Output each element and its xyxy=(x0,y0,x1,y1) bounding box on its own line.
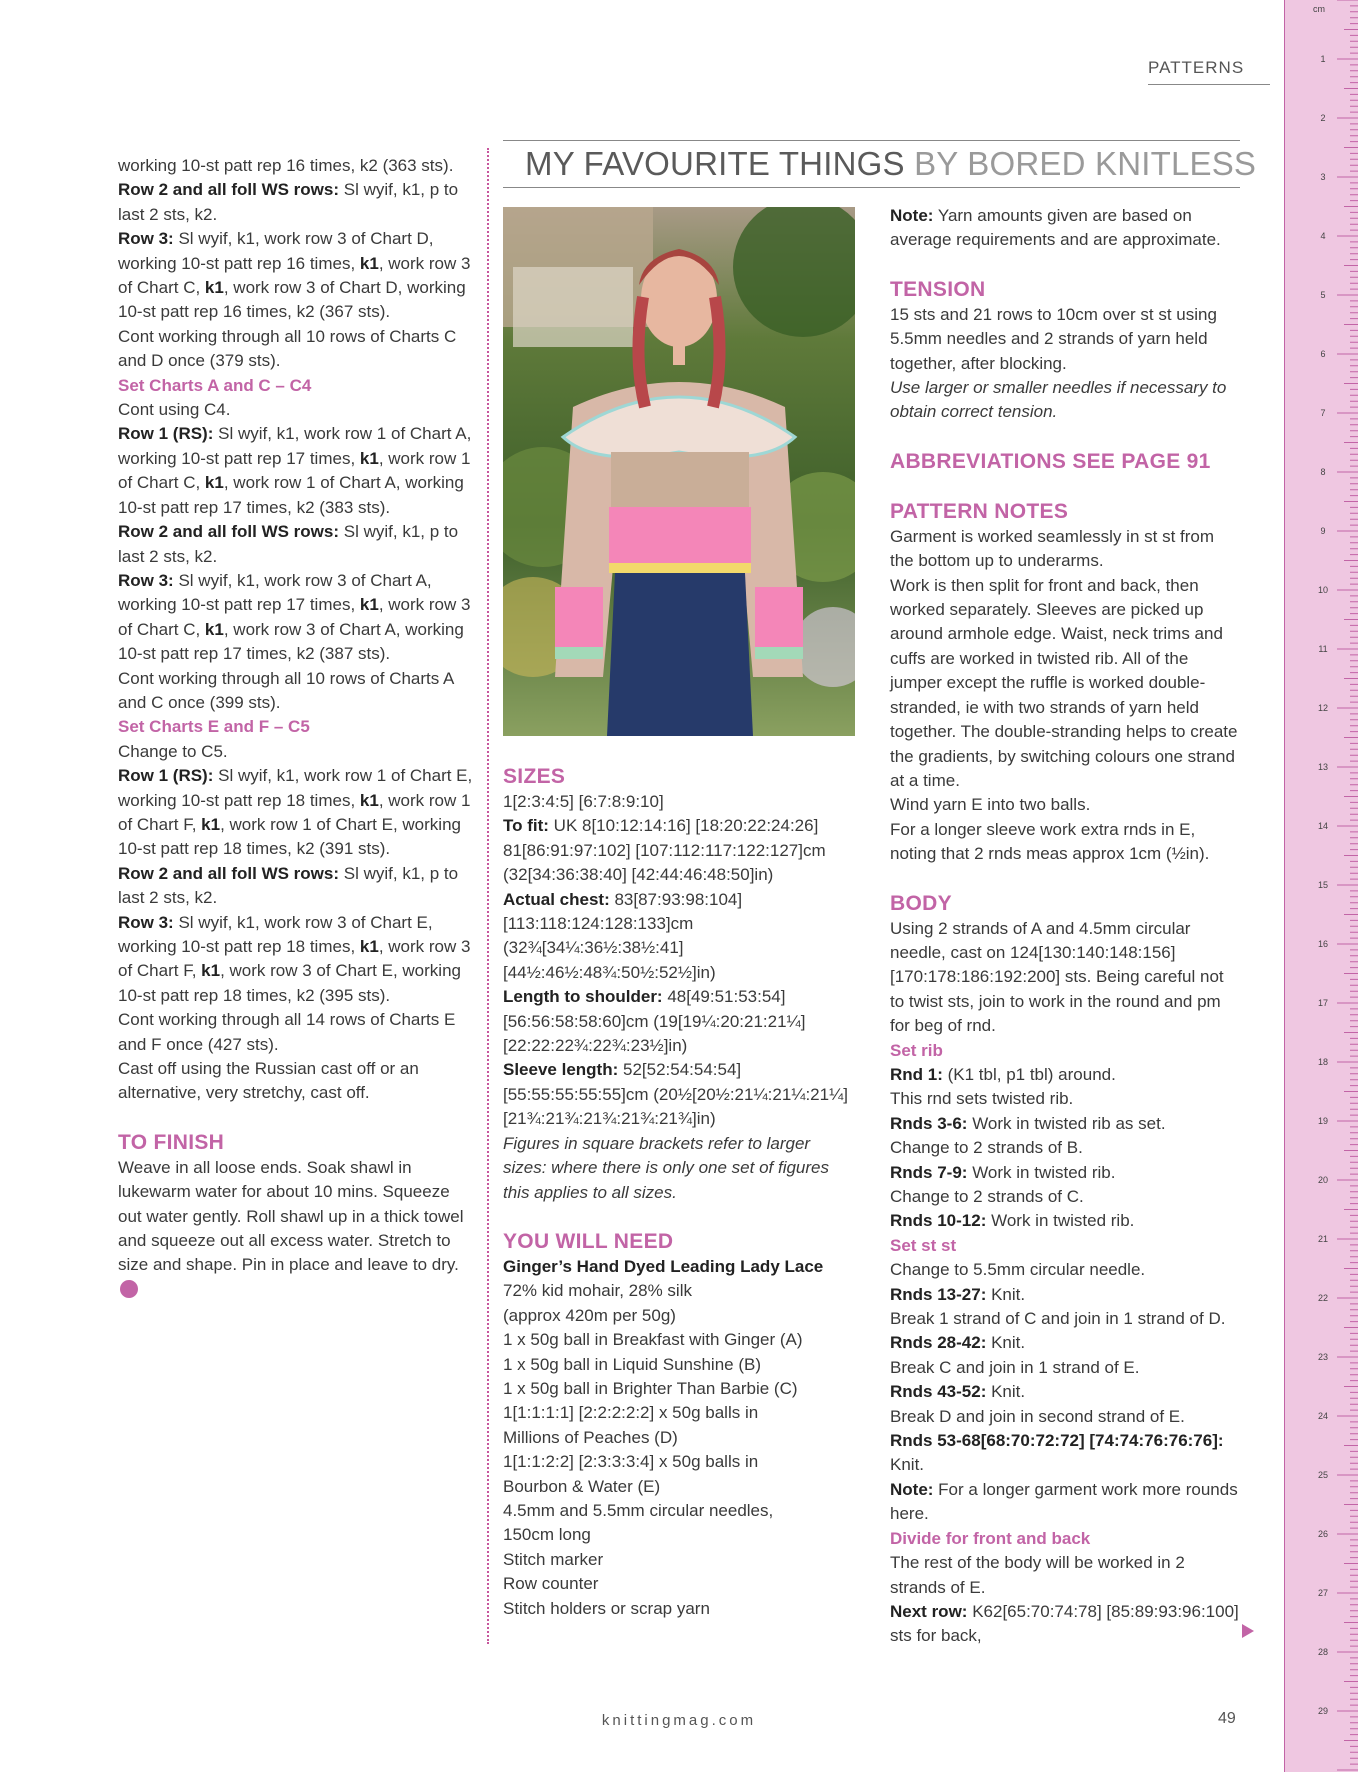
list-item: 1 x 50g ball in Liquid Sunshine (B) xyxy=(503,1354,761,1374)
paragraph: Work is then split for front and back, then worked separately. Sleeves are picked up around armhole edge. Waist, neck trims and cuffs are worked in twisted rib. All of the jumper except the ruffle is worked double-stranded, ie with two strands of yarn held together. The double-stranding helps to create the gradients, by switching colours one strand at a time. xyxy=(890,575,1238,790)
paragraph: Garment is worked seamlessly in st st from the bottom up to underarms. xyxy=(890,526,1215,571)
list-item: 1 x 50g ball in Breakfast with Ginger (A) xyxy=(503,1330,803,1350)
paragraph: Row 2 and all foll WS rows: Sl wyif, k1, p to last 2 sts, k2. xyxy=(118,180,459,224)
paragraph: Rnds 28-42: Knit. xyxy=(890,1333,1026,1353)
paragraph: Actual chest: 83[87:93:98:104] [113:118:124:128:133]cm (32¾[34¼:36½:38½:41] [44½:46½:48¾:50½:52½]in) xyxy=(503,889,743,982)
ruler-label: 1 xyxy=(1320,54,1326,64)
ruler-label: 4 xyxy=(1320,231,1326,241)
paragraph: Use larger or smaller needles if necessary to obtain correct tension. xyxy=(890,378,1227,422)
paragraph: Rnds 3-6: Work in twisted rib as set. xyxy=(890,1113,1166,1133)
list-item: Row counter xyxy=(503,1574,599,1594)
list-item: Stitch marker xyxy=(503,1549,604,1569)
list-item: 150cm long xyxy=(503,1525,591,1545)
ruler-unit: cm xyxy=(1313,4,1325,14)
paragraph: Sleeve length: 52[52:54:54:54] [55:55:55:55:55]cm (20½[20½:21¼:21¼:21¼] [21¾:21¾:21¾:21¾:21¾]in) xyxy=(503,1060,848,1129)
subheading: Set st st xyxy=(890,1235,957,1255)
ruler-label: 28 xyxy=(1317,1647,1329,1657)
paragraph: Cont using C4. xyxy=(118,400,231,420)
heading-tension: TENSION xyxy=(890,277,986,301)
ruler-label: 22 xyxy=(1317,1293,1329,1303)
paragraph: Note: For a longer garment work more rounds here. xyxy=(890,1479,1238,1524)
column-1 xyxy=(118,154,474,1302)
paragraph: To fit: UK 8[10:12:14:16] [18:20:22:24:26] 81[86:91:97:102] [107:112:117:122:127]cm (32[34:36:38:40] [42:44:46:48:50]in) xyxy=(503,816,826,885)
ruler-label: 6 xyxy=(1320,349,1326,359)
ruler-label: 10 xyxy=(1317,585,1329,595)
ruler-label: 7 xyxy=(1320,408,1326,418)
heading-body: BODY xyxy=(890,891,952,915)
paragraph: Row 3: Sl wyif, k1, work row 3 of Chart E, working 10-st patt rep 18 times, k1, work row 3 of Chart F, k1, work row 3 of Chart E, working 10-st patt rep 18 times, k2 (395 sts). xyxy=(118,912,471,1005)
heading-abbreviations: ABBREVIATIONS SEE PAGE 91 xyxy=(890,449,1211,473)
column-2 xyxy=(503,764,855,1621)
paragraph: Row 3: Sl wyif, k1, work row 3 of Chart A, working 10-st patt rep 17 times, k1, work row 3 of Chart C, k1, work row 3 of Chart A, working 10-st patt rep 17 times, k2 (387 sts). xyxy=(118,570,471,664)
ruler-label: 23 xyxy=(1317,1352,1329,1362)
ruler-label: 12 xyxy=(1317,703,1329,713)
paragraph: For a longer sleeve work extra rnds in E, noting that 2 rnds meas approx 1cm (½in). xyxy=(890,819,1210,864)
list-item: 1[1:1:2:2] [2:3:3:3:4] x 50g balls in xyxy=(503,1452,759,1472)
paragraph: The rest of the body will be worked in 2 strands of E. xyxy=(890,1553,1185,1597)
ruler-label: 24 xyxy=(1317,1411,1329,1421)
ruler-label: 16 xyxy=(1317,939,1329,949)
ruler-label: 5 xyxy=(1320,290,1326,300)
ruler-label: 20 xyxy=(1317,1175,1329,1185)
ruler-label: 8 xyxy=(1320,467,1326,477)
ruler-label: 19 xyxy=(1317,1116,1329,1126)
paragraph: Change to 5.5mm circular needle. xyxy=(890,1260,1146,1280)
ruler-scale xyxy=(1285,0,1358,1772)
paragraph: Cont working through all 10 rows of Charts A and C once (399 sts). xyxy=(118,668,454,712)
paragraph: Using 2 strands of A and 4.5mm circular needle, cast on 124[130:140:148:156] [170:178:186:192:200] sts. Being careful not to twist sts, join to work in the round and pm for beg of rnd. xyxy=(890,918,1224,1036)
list-item: 4.5mm and 5.5mm circular needles, xyxy=(503,1500,774,1520)
ruler-label: 15 xyxy=(1317,880,1329,890)
ruler-label: 21 xyxy=(1317,1234,1329,1244)
ruler-label: 11 xyxy=(1318,644,1328,654)
list-item: 1[1:1:1:1] [2:2:2:2:2] x 50g balls in xyxy=(503,1403,759,1423)
ruler-label: 29 xyxy=(1317,1706,1329,1716)
list-item: Stitch holders or scrap yarn xyxy=(503,1598,710,1618)
list-item: 72% kid mohair, 28% silk xyxy=(503,1281,692,1301)
list-item: Millions of Peaches (D) xyxy=(503,1427,678,1447)
continue-arrow-icon xyxy=(1242,1624,1254,1638)
section-tag: PATTERNS xyxy=(1148,58,1270,85)
paragraph: Length to shoulder: 48[49:51:53:54] [56:56:58:58:60]cm (19[19¼:20:21:21¼] [22:22:22¾:22¾:23½]in) xyxy=(503,987,806,1056)
subheading: Set rib xyxy=(890,1040,943,1060)
footer-site: knittingmag.com xyxy=(601,1712,757,1729)
ruler-label: 25 xyxy=(1317,1470,1329,1480)
ruler-label: 9 xyxy=(1320,526,1326,536)
paragraph: Rnds 53-68[68:70:72:72] [74:74:76:76:76]: Knit. xyxy=(890,1431,1224,1475)
paragraph: Cont working through all 14 rows of Charts E and F once (427 sts). xyxy=(118,1010,456,1054)
paragraph: Row 2 and all foll WS rows: Sl wyif, k1, p to last 2 sts, k2. xyxy=(118,863,459,908)
paragraph: Row 1 (RS): Sl wyif, k1, work row 1 of Chart E, working 10-st patt rep 18 times, k1, work row 1 of Chart F, k1, work row 1 of Chart E, working 10-st patt rep 18 times, k2 (391 sts). xyxy=(118,766,473,859)
paragraph: Row 1 (RS): Sl wyif, k1, work row 1 of Chart A, working 10-st patt rep 17 times, k1, work row 1 of Chart C, k1, work row 1 of Chart A, working 10-st patt rep 17 times, k2 (383 sts). xyxy=(118,424,472,517)
title-name: MY FAVOURITE THINGS xyxy=(525,145,905,182)
ruler xyxy=(1284,0,1358,1772)
pattern-title xyxy=(503,140,1257,188)
paragraph: Rnds 13-27: Knit. xyxy=(890,1284,1026,1304)
paragraph: Rnds 7-9: Work in twisted rib. xyxy=(890,1162,1116,1182)
paragraph: Rnds 10-12: Work in twisted rib. xyxy=(890,1211,1135,1231)
ruler-label: 27 xyxy=(1317,1588,1329,1598)
paragraph: Rnd 1: (K1 tbl, p1 tbl) around. xyxy=(890,1064,1116,1084)
paragraph: Wind yarn E into two balls. xyxy=(890,795,1091,815)
paragraph: Next row: K62[65:70:74:78] [85:89:93:96:100] sts for back, xyxy=(890,1601,1239,1646)
column-divider xyxy=(487,148,489,1644)
heading-to-finish: TO FINISH xyxy=(118,1130,225,1154)
paragraph: Cast off using the Russian cast off or an alternative, very stretchy, cast off. xyxy=(118,1059,419,1103)
paragraph: Change to 2 strands of B. xyxy=(890,1138,1083,1158)
page-number: 49 xyxy=(1218,1710,1236,1727)
paragraph: working 10-st patt rep 16 times, k2 (363 sts). xyxy=(118,156,454,175)
paragraph: Figures in square brackets refer to larger sizes: where there is only one set of figures this applies to all sizes. xyxy=(503,1133,829,1202)
heading-you-will-need: YOU WILL NEED xyxy=(503,1229,674,1253)
ruler-label: 14 xyxy=(1317,821,1329,831)
ruler-label: 17 xyxy=(1317,998,1329,1008)
subheading: Divide for front and back xyxy=(890,1528,1091,1548)
paragraph: Rnds 43-52: Knit. xyxy=(890,1382,1026,1402)
paragraph: Break D and join in second strand of E. xyxy=(890,1406,1185,1426)
paragraph: Change to C5. xyxy=(118,741,228,761)
yarn-ball-end-icon xyxy=(120,1280,138,1298)
paragraph: Weave in all loose ends. Soak shawl in lukewarm water for about 10 mins. Squeeze out water gently. Roll shawl up in a thick towel and squeeze out all excess water. Stretch to size and shape. Pin in place and leave to dry. xyxy=(118,1156,474,1302)
paragraph: 1[2:3:4:5] [6:7:8:9:10] xyxy=(503,792,664,811)
subheading: Set Charts A and C – C4 xyxy=(118,375,312,395)
paragraph: Break C and join in 1 strand of E. xyxy=(890,1357,1140,1377)
yarn-name: Ginger’s Hand Dyed Leading Lady Lace xyxy=(503,1256,824,1276)
ruler-label: 26 xyxy=(1317,1529,1329,1539)
paragraph: Cont working through all 10 rows of Charts C and D once (379 sts). xyxy=(118,326,457,371)
subheading: Set Charts E and F – C5 xyxy=(118,717,310,737)
paragraph: 15 sts and 21 rows to 10cm over st st using 5.5mm needles and 2 strands of yarn held together, after blocking. xyxy=(890,304,1217,373)
ruler-ticks xyxy=(1337,0,1358,1770)
paragraph: Break 1 strand of C and join in 1 strand of D. xyxy=(890,1309,1226,1329)
paragraph: Row 2 and all foll WS rows: Sl wyif, k1, p to last 2 sts, k2. xyxy=(118,522,459,566)
column-3 xyxy=(890,204,1242,1649)
paragraph: Row 3: Sl wyif, k1, work row 3 of Chart D, working 10-st patt rep 16 times, k1, work row 3 of Chart C, k1, work row 3 of Chart D, working 10-st patt rep 16 times, k2 (367 sts). xyxy=(118,229,471,322)
heading-pattern-notes: PATTERN NOTES xyxy=(890,499,1069,523)
photo-illustration xyxy=(503,207,855,736)
ruler-label: 3 xyxy=(1320,172,1326,182)
paragraph: Change to 2 strands of C. xyxy=(890,1187,1084,1206)
model-photo xyxy=(503,207,855,736)
list-item: Bourbon & Water (E) xyxy=(503,1476,661,1496)
heading-sizes: SIZES xyxy=(503,765,566,788)
list-item: 1 x 50g ball in Brighter Than Barbie (C) xyxy=(503,1378,798,1398)
list-item: (approx 420m per 50g) xyxy=(503,1305,676,1325)
paragraph: This rnd sets twisted rib. xyxy=(890,1089,1074,1109)
ruler-label: 18 xyxy=(1317,1057,1329,1067)
paragraph: Note: Yarn amounts given are based on average requirements and are approximate. xyxy=(890,206,1221,250)
title-designer: BY BORED KNITLESS xyxy=(914,145,1257,182)
ruler-label: 2 xyxy=(1320,113,1326,123)
ruler-label: 13 xyxy=(1317,762,1329,772)
